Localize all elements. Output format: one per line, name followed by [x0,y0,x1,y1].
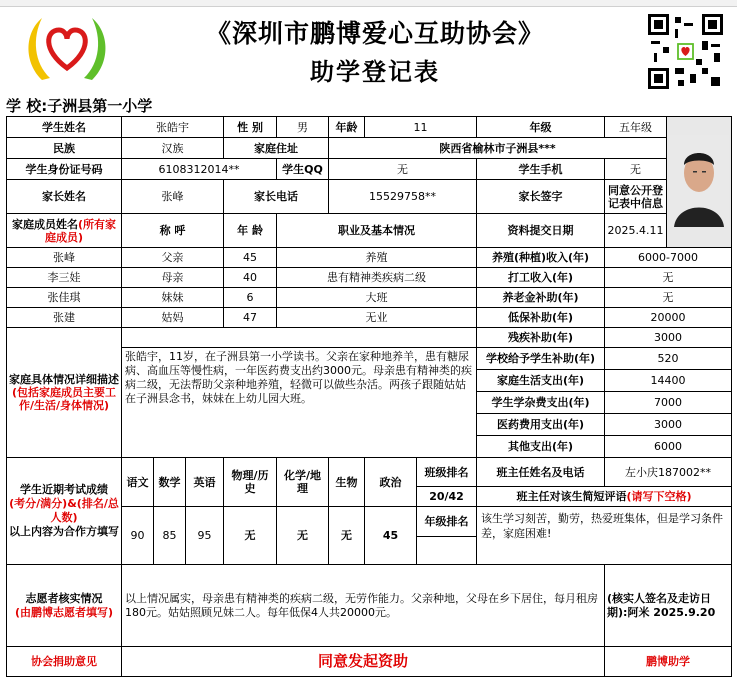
brand-label: 鹏博助学 [605,647,732,677]
heart-hands-logo [22,8,112,88]
parent-phone-value: 15529758** [329,180,477,214]
score-value: 95 [186,507,224,565]
grade-value: 五年级 [605,117,667,138]
teacher-label: 班主任姓名及电话 [477,458,605,487]
member-job: 患有精神类疾病二级 [277,268,477,288]
detail-text: 张皓宇，11岁，在子洲县第一小学读书。父亲在家种地养羊，患有糖尿病、高血压等慢性病，一年医药费支出约3000元。母亲患有精神类的疾病二级，无法帮助父亲种地养殖，轻微可以做些杂活。两孩子跟随姑姑在子洲县念书，妹妹在上幼儿园大班。 [122,348,477,458]
finance-label: 医药费用支出(年) [477,414,605,436]
finance-value: 520 [605,348,732,370]
subject-label: 物理/历史 [224,458,277,507]
job-label: 职业及基本情况 [277,214,477,248]
grade-rank-label: 年级排名 [417,507,477,537]
id-value: 6108312014** [122,159,277,180]
donation-opinion-label: 协会捐助意见 [7,647,122,677]
column-header-strip [0,0,737,7]
donation-opinion: 同意发起资助 [122,647,605,677]
qq-label: 学生QQ [277,159,329,180]
member-age: 40 [224,268,277,288]
relation-label: 称 呼 [122,214,224,248]
finance-label: 其他支出(年) [477,436,605,458]
teacher-value: 左小庆187002** [605,458,732,487]
subject-label: 化学/地理 [277,458,329,507]
member-age: 6 [224,288,277,308]
sign-value: 同意公开登记表中信息 [605,180,667,214]
id-label: 学生身份证号码 [7,159,122,180]
member-rel: 母亲 [122,268,224,288]
finance-value: 3000 [605,328,732,348]
qq-value: 无 [329,159,477,180]
qr-code-icon [648,14,723,89]
member-rel: 父亲 [122,248,224,268]
finance-value: 20000 [605,308,732,328]
phone-value: 无 [605,159,667,180]
finance-value: 6000-7000 [605,248,732,268]
parent-label: 家长姓名 [7,180,122,214]
age-label: 年龄 [329,117,365,138]
member-job: 养殖 [277,248,477,268]
member-job: 无业 [277,308,477,328]
finance-value: 7000 [605,392,732,414]
ethnic-value: 汉族 [122,138,224,159]
member-job: 大班 [277,288,477,308]
subject-label: 语文 [122,458,154,507]
member-name: 李三娃 [7,268,122,288]
parent-phone-label: 家长电话 [224,180,329,214]
volunteer-signer: (核实人签名及走访日期):阿米 2025.9.20 [605,565,732,647]
subject-label: 英语 [186,458,224,507]
date-label: 资料提交日期 [477,214,605,248]
student-photo [667,117,732,248]
member-name: 张佳琪 [7,288,122,308]
subject-label: 生物 [329,458,365,507]
sign-label: 家长签字 [477,180,605,214]
subject-label: 政治 [365,458,417,507]
finance-value: 无 [605,288,732,308]
volunteer-label: 志愿者核实情况 (由鹏博志愿者填写) [7,565,122,647]
subject-label: 数学 [154,458,186,507]
gender-label: 性 别 [224,117,277,138]
registration-table [6,116,732,677]
scores-label: 学生近期考试成绩 (考分/满分)&(排名/总人数) 以上内容为合作方填写 [7,458,122,565]
finance-label: 学生学杂费支出(年) [477,392,605,414]
detail-label: 家庭具体情况详细描述(包括家庭成员主要工作/生活/身体情况) [7,328,122,458]
finance-value: 6000 [605,436,732,458]
score-value: 无 [329,507,365,565]
score-value: 45 [365,507,417,565]
score-value: 90 [122,507,154,565]
finance-label: 残疾补助(年) [477,328,605,348]
finance-label: 打工收入(年) [477,268,605,288]
form-subtitle: 助学登记表 [310,57,440,86]
finance-value: 无 [605,268,732,288]
member-age: 45 [224,248,277,268]
student-photo-image [669,135,729,227]
finance-label: 养老金补助(年) [477,288,605,308]
finance-label: 养殖(种植)收入(年) [477,248,605,268]
score-value: 无 [277,507,329,565]
member-name: 张建 [7,308,122,328]
form-title: 《深圳市鹏博爱心互助协会》 [205,19,544,48]
finance-value: 14400 [605,370,732,392]
member-name: 张峰 [7,248,122,268]
finance-label: 学校给予学生补助(年) [477,348,605,370]
finance-value: 3000 [605,414,732,436]
finance-label: 家庭生活支出(年) [477,370,605,392]
blank-cell [122,328,477,348]
finance-label: 低保补助(年) [477,308,605,328]
address-value: 陕西省榆林市子洲县*** [329,138,667,159]
score-value: 无 [224,507,277,565]
date-value: 2025.4.11 [605,214,667,248]
teacher-comment: 该生学习刻苦，勤劳，热爱班集体，但是学习条件差，家庭困难! [477,507,732,565]
comment-label: 班主任对该生简短评语(请写下空格) [477,487,732,507]
volunteer-text: 以上情况属实，母亲患有精神类的疾病二级，无劳作能力。父亲种地，父母在乡下居住，每月租房180元。姑姑照顾兄妹二人。每年低保4人共20000元。 [122,565,605,647]
ethnic-label: 民族 [7,138,122,159]
grade-label: 年级 [477,117,605,138]
school-name: 学 校:子洲县第一小学 [6,97,153,115]
student-name-label: 学生姓名 [7,117,122,138]
family-age-label: 年 龄 [224,214,277,248]
class-rank-value: 20/42 [417,487,477,507]
class-rank-label: 班级排名 [417,458,477,487]
member-age: 47 [224,308,277,328]
address-label: 家庭住址 [224,138,329,159]
member-rel: 妹妹 [122,288,224,308]
parent-value: 张峰 [122,180,224,214]
score-value: 85 [154,507,186,565]
member-rel: 姑妈 [122,308,224,328]
student-name-value: 张皓宇 [122,117,224,138]
form-header [0,0,737,95]
family-member-label: 家庭成员姓名(所有家庭成员) [7,214,122,248]
grade-rank-value [417,537,477,565]
phone-label: 学生手机 [477,159,605,180]
gender-value: 男 [277,117,329,138]
age-value: 11 [365,117,477,138]
